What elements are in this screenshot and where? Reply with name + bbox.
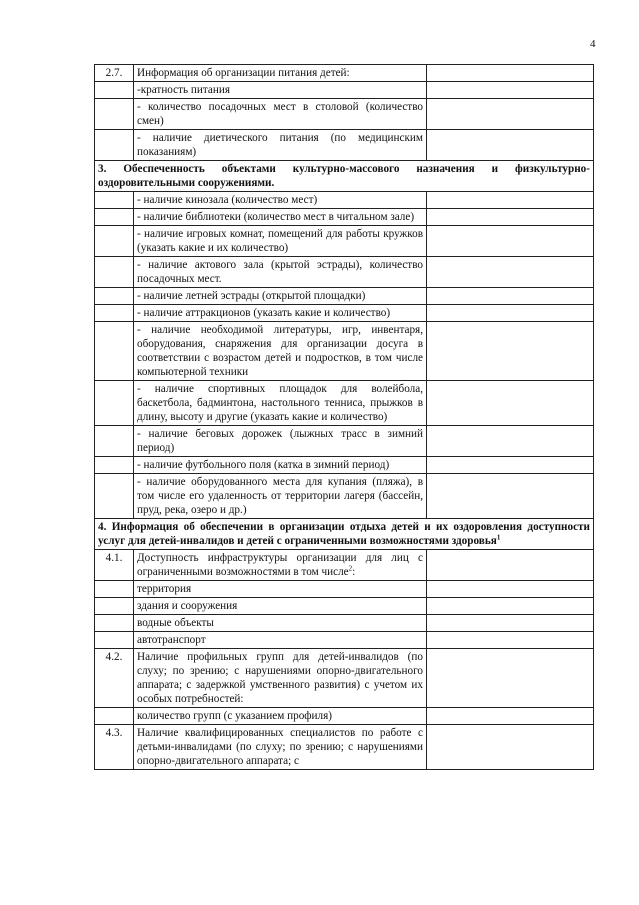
row-number xyxy=(95,192,134,209)
row-value-cell[interactable] xyxy=(427,649,594,708)
table-row xyxy=(95,632,594,649)
facility-info-table xyxy=(94,64,594,770)
row-description: Доступность инфраструктуры организации для лиц с ограниченными возможностями в том числе$^2$: xyxy=(134,550,427,581)
row-value-cell[interactable] xyxy=(427,65,594,82)
row-description: Наличие профильных групп для детей-инвалидов (по слуху; по зрению; с нарушениями опорно-двигательного аппарата; с задержкой умственного развития) с учетом их особых потребностей: xyxy=(134,649,427,708)
table-row xyxy=(95,209,594,226)
table-row xyxy=(95,474,594,519)
section-title: 4. Информация об обеспечении в организации отдыха детей и их оздоровления доступности услуг для детей-инвалидов и детей с ограниченными возможностями здоровья$^1$ xyxy=(95,519,594,550)
row-number xyxy=(95,598,134,615)
row-number xyxy=(95,632,134,649)
row-number: 4.2. xyxy=(95,649,134,708)
row-value-cell[interactable] xyxy=(427,82,594,99)
row-number: 4.3. xyxy=(95,725,134,770)
row-number xyxy=(95,226,134,257)
row-number xyxy=(95,209,134,226)
row-description: - количество посадочных мест в столовой (количество смен) xyxy=(134,99,427,130)
row-description: - наличие необходимой литературы, игр, инвентаря, оборудования, снаряжения для организации досуга в соответствии с возрастом детей и подростков, в том числе компьютерной техники xyxy=(134,322,427,381)
table-row xyxy=(95,82,594,99)
table-row xyxy=(95,192,594,209)
row-value-cell[interactable] xyxy=(427,598,594,615)
row-description: - наличие футбольного поля (катка в зимний период) xyxy=(134,457,427,474)
table-row xyxy=(95,257,594,288)
row-number: 4.1. xyxy=(95,550,134,581)
table-row xyxy=(95,457,594,474)
row-description: водные объекты xyxy=(134,615,427,632)
table-row xyxy=(95,99,594,130)
row-value-cell[interactable] xyxy=(427,305,594,322)
row-value-cell[interactable] xyxy=(427,322,594,381)
row-number xyxy=(95,474,134,519)
row-description: - наличие летней эстрады (открытой площадки) xyxy=(134,288,427,305)
table-row xyxy=(95,615,594,632)
row-number xyxy=(95,99,134,130)
section-title: 3. Обеспеченность объектами культурно-массового назначения и физкультурно-оздоровительными сооружениями. xyxy=(95,161,594,192)
row-number xyxy=(95,257,134,288)
row-number xyxy=(95,322,134,381)
footnote-marker: 2 xyxy=(348,564,353,573)
row-number xyxy=(95,426,134,457)
row-description: территория xyxy=(134,581,427,598)
row-value-cell[interactable] xyxy=(427,426,594,457)
row-description: здания и сооружения xyxy=(134,598,427,615)
row-value-cell[interactable] xyxy=(427,257,594,288)
row-number xyxy=(95,305,134,322)
row-description: - наличие оборудованного места для купания (пляжа), в том числе его удаленность от территории лагеря (бассейн, пруд, река, озеро и др.) xyxy=(134,474,427,519)
table-row xyxy=(95,288,594,305)
row-value-cell[interactable] xyxy=(427,457,594,474)
row-number xyxy=(95,381,134,426)
row-number xyxy=(95,581,134,598)
row-value-cell[interactable] xyxy=(427,99,594,130)
row-value-cell[interactable] xyxy=(427,288,594,305)
table-row xyxy=(95,322,594,381)
row-description: - наличие диетического питания (по медицинским показаниям) xyxy=(134,130,427,161)
row-number xyxy=(95,708,134,725)
table-row xyxy=(95,649,594,708)
row-number xyxy=(95,288,134,305)
row-description: - наличие аттракционов (указать какие и количество) xyxy=(134,305,427,322)
table-row xyxy=(95,381,594,426)
section-header-row xyxy=(95,161,594,192)
row-description: - наличие библиотеки (количество мест в читальном зале) xyxy=(134,209,427,226)
row-value-cell[interactable] xyxy=(427,130,594,161)
table-row xyxy=(95,65,594,82)
row-description: автотранспорт xyxy=(134,632,427,649)
row-number xyxy=(95,130,134,161)
row-description: - наличие актового зала (крытой эстрады), количество посадочных мест. xyxy=(134,257,427,288)
table-row xyxy=(95,725,594,770)
row-description: - наличие беговых дорожек (лыжных трасс в зимний период) xyxy=(134,426,427,457)
row-description: Информация об организации питания детей: xyxy=(134,65,427,82)
row-number xyxy=(95,615,134,632)
table-row xyxy=(95,708,594,725)
table-row xyxy=(95,226,594,257)
row-value-cell[interactable] xyxy=(427,192,594,209)
row-value-cell[interactable] xyxy=(427,725,594,770)
row-value-cell[interactable] xyxy=(427,381,594,426)
row-value-cell[interactable] xyxy=(427,632,594,649)
row-value-cell[interactable] xyxy=(427,550,594,581)
section-header-row xyxy=(95,519,594,550)
row-number xyxy=(95,457,134,474)
table-row xyxy=(95,550,594,581)
row-value-cell[interactable] xyxy=(427,581,594,598)
row-value-cell[interactable] xyxy=(427,226,594,257)
row-value-cell[interactable] xyxy=(427,209,594,226)
row-description: количество групп (с указанием профиля) xyxy=(134,708,427,725)
row-value-cell[interactable] xyxy=(427,474,594,519)
row-value-cell[interactable] xyxy=(427,615,594,632)
table-row xyxy=(95,598,594,615)
row-description: - наличие кинозала (количество мест) xyxy=(134,192,427,209)
row-description: -кратность питания xyxy=(134,82,427,99)
table-row xyxy=(95,426,594,457)
row-description: - наличие игровых комнат, помещений для работы кружков (указать какие и их количество) xyxy=(134,226,427,257)
table-row xyxy=(95,130,594,161)
row-number xyxy=(95,82,134,99)
footnote-marker: 1 xyxy=(496,533,501,542)
row-value-cell[interactable] xyxy=(427,708,594,725)
row-description: - наличие спортивных площадок для волейбола, баскетбола, бадминтона, настольного тенниса, прыжков в длину, высоту и другие (указать какие и количество) xyxy=(134,381,427,426)
table-row xyxy=(95,581,594,598)
page-number: 4 xyxy=(590,38,596,50)
table-row xyxy=(95,305,594,322)
row-description: Наличие квалифицированных специалистов по работе с детьми-инвалидами (по слуху; по зрению; с нарушениями опорно-двигательного аппарата; с xyxy=(134,725,427,770)
row-number: 2.7. xyxy=(95,65,134,82)
